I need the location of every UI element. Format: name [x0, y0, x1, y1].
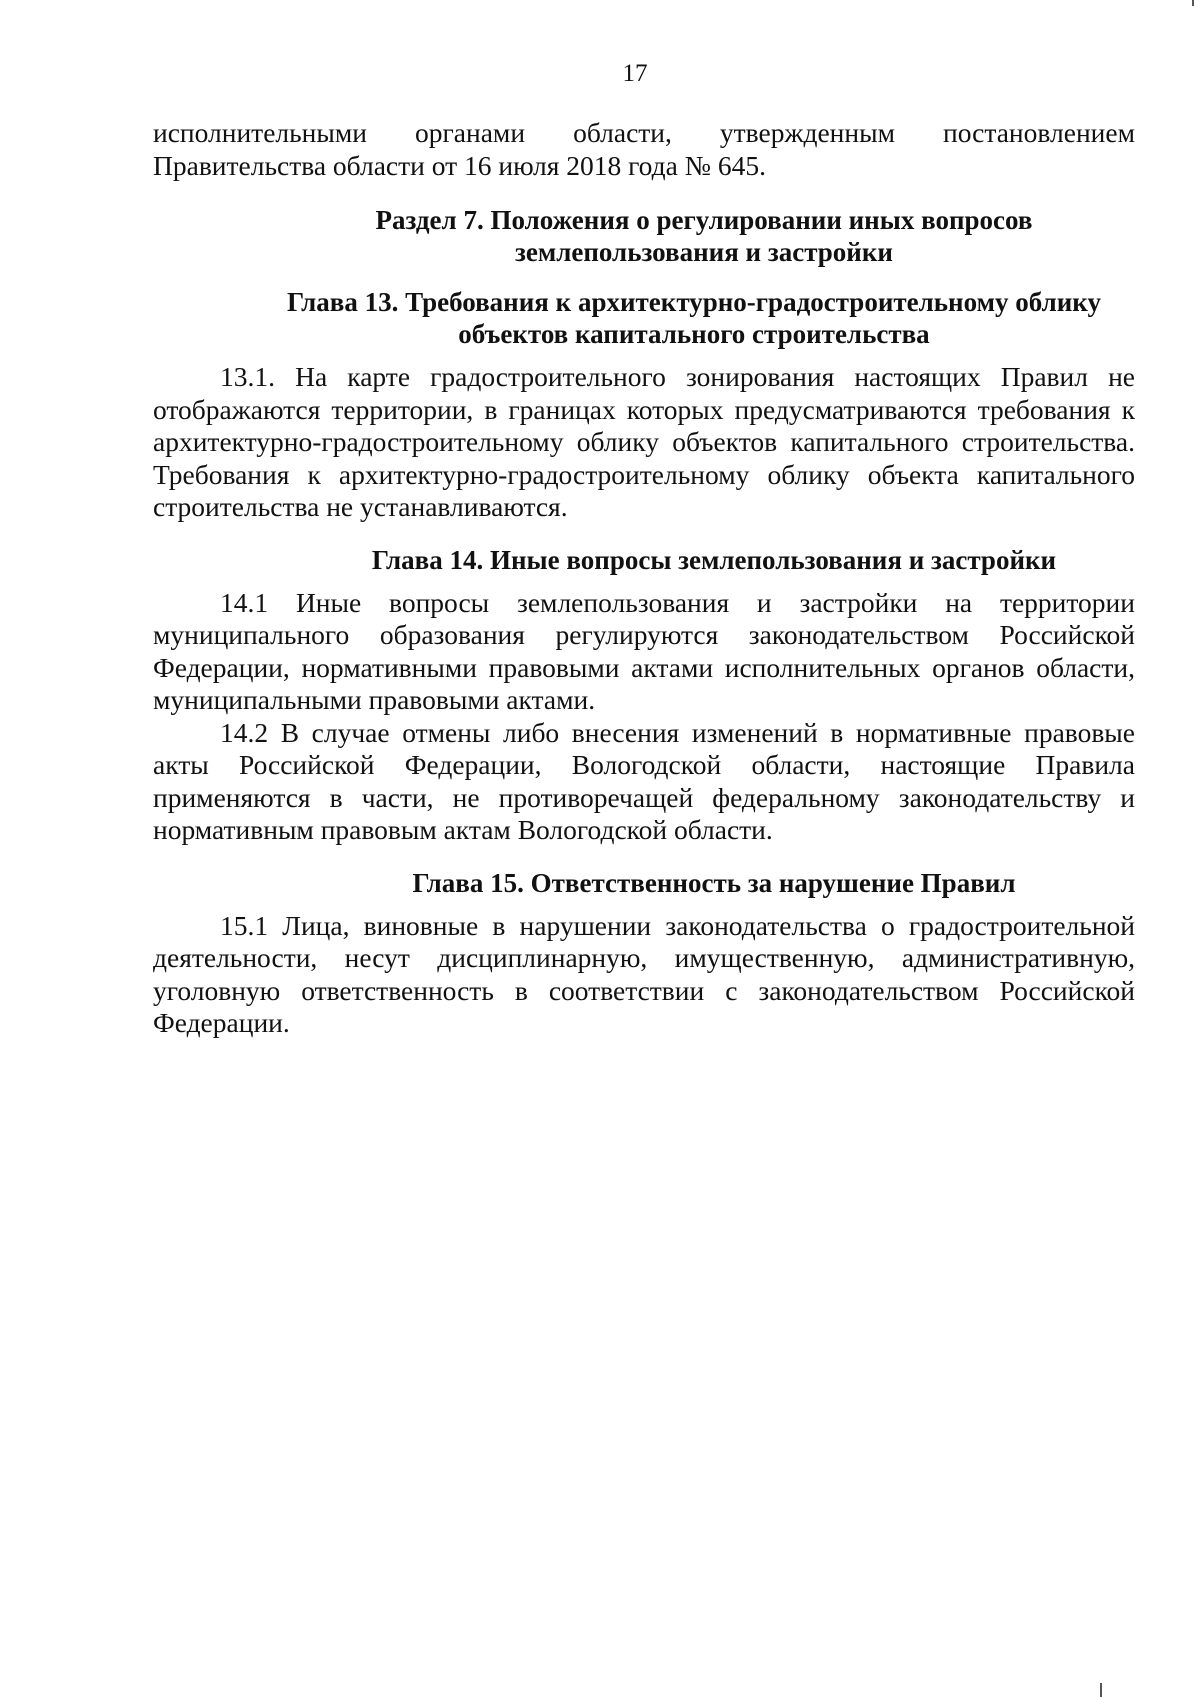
paragraph-14-1: 14.1 Иные вопросы землепользования и застройки на территории муниципального образования регулируются законодательством Российской Федерации, нормативными правовыми актами исполнительных органов области, муниципальными правовыми актами.: [153, 586, 1135, 715]
section-7-heading: Раздел 7. Положения о регулировании иных вопросов землепользования и застройки: [375, 205, 1033, 267]
paragraph-14-2: 14.2 В случае отмены либо внесения изменений в нормативные правовые акты Российской Федерации, Вологодской области, настоящие Правила применяются в части, не противоречащей федеральному законодательству и нормативным правовым актам Вологодской области.: [153, 716, 1135, 845]
scan-edge-mark-bottom: [1100, 1683, 1102, 1697]
chapter-15-heading: Глава 15. Ответственность за нарушение Правил: [412, 867, 1016, 898]
page-number: 17: [622, 60, 648, 87]
chapter-13-heading: Глава 13. Требования к архитектурно-градостроительному облику объектов капитального строительства: [287, 287, 1101, 349]
scan-edge-mark-top: [1192, 0, 1194, 6]
paragraph-15-1: 15.1 Лица, виновные в нарушении законодательства о градостроительной деятельности, несут дисциплинарную, имущественную, административную, уголовную ответственность в соответствии с законодательством Российской Федерации.: [153, 909, 1135, 1038]
paragraph-13-1: 13.1. На карте градостроительного зонирования настоящих Правил не отображаются территории, в границах которых предусматриваются требования к архитектурно-градостроительному облику объектов капитального строительства. Требования к архитектурно-градостроительному облику объекта капитального строительства не устанавливаются.: [153, 361, 1135, 522]
intro-paragraph: исполнительными органами области, утвержденным постановлением Правительства области от 16 июля 2018 года № 645.: [153, 117, 1135, 181]
document-body: [153, 117, 1135, 1040]
chapter-14-heading: Глава 14. Иные вопросы землепользования и застройки: [371, 544, 1057, 575]
